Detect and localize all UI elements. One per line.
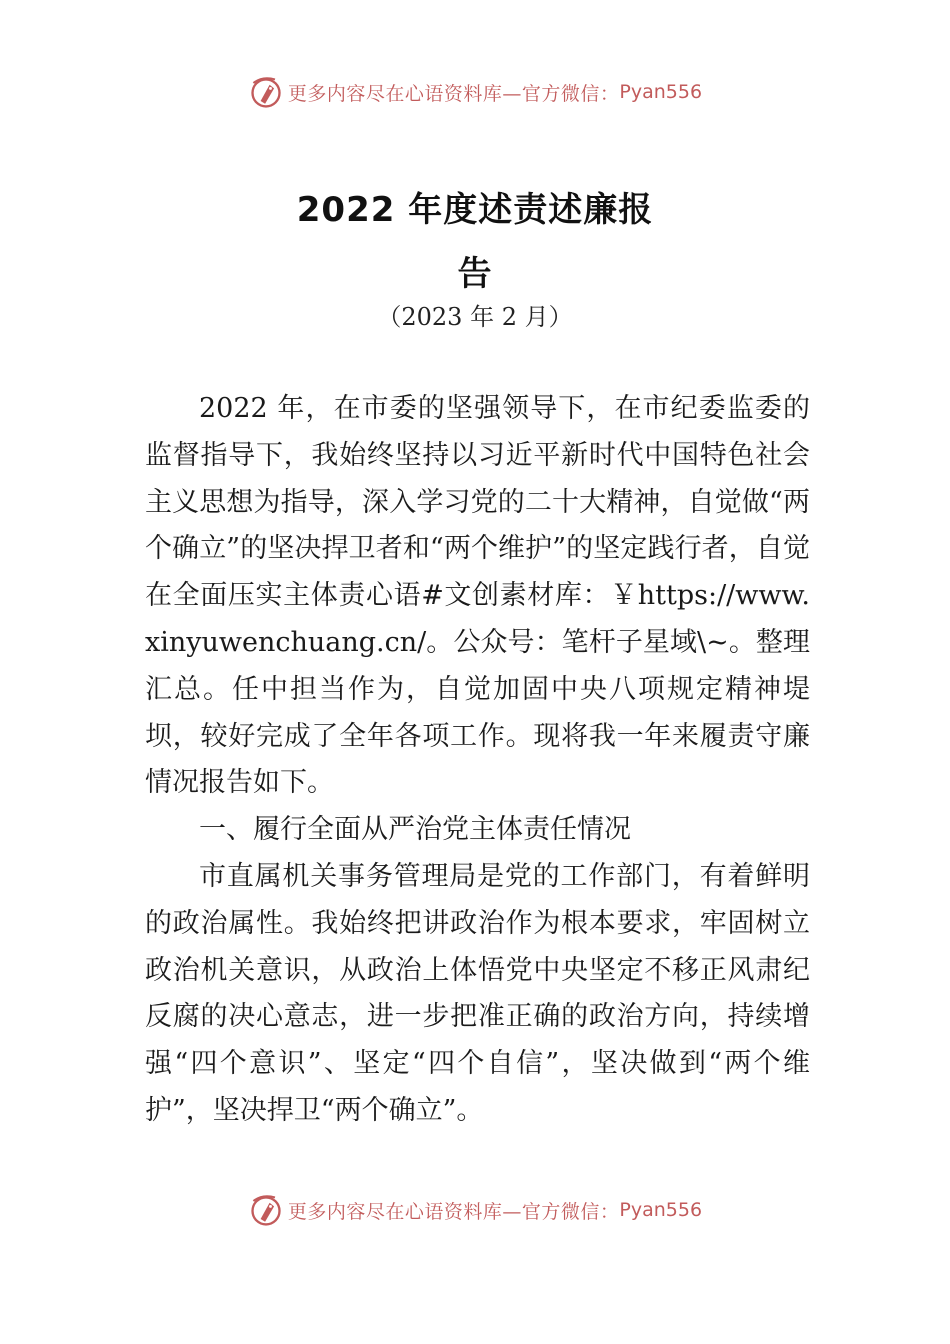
header-banner xyxy=(0,72,950,112)
paragraph-intro: 2022 年，在市委的坚强领导下，在市纪委监委的监督指导下，我始终坚持以习近平新时代中国特色社会主义思想为指导，深入学习党的二十大精神，自觉做“两个确立”的坚决捍卫者和“两个维护”的坚定践行者，自觉在全面压实主体责心语#文创素材库：￥https://www.xinyuwenchuang.cn/。公众号：笔杆子星域\~。整理汇总。任中担当作为，自觉加固中央八项规定精神堤坝，较好完成了全年各项工作。现将我一年来履责守廉情况报告如下。 xyxy=(145,393,810,799)
paragraph-section-1: 市直属机关事务管理局是党的工作部门，有着鲜明的政治属性。我始终把讲政治作为根本要求，牢固树立政治机关意识，从政治上体悟党中央坚定不移正风肃纪反腐的决心意志，进一步把准正确的政治方向，持续增强“四个意识”、坚定“四个自信”，坚决做到“两个维护”，坚决捍卫“两个确立”。 xyxy=(145,860,810,1126)
document-date: （2023 年 2 月） xyxy=(377,303,573,331)
banner-wechat-id: Pyan556 xyxy=(619,81,703,103)
banner-wechat-id: Pyan556 xyxy=(619,1199,703,1221)
pen-nib-circle-logo-icon xyxy=(248,74,284,110)
banner-text: 更多内容尽在心语资料库—官方微信： xyxy=(287,82,620,105)
document-title-line1: 2022 年度述责述廉报 xyxy=(296,190,654,230)
banner-text: 更多内容尽在心语资料库—官方微信： xyxy=(287,1200,620,1223)
document-body xyxy=(145,386,810,1135)
document-title-line2: 告 xyxy=(457,254,493,294)
pen-nib-circle-logo-icon xyxy=(248,1192,284,1228)
footer-banner xyxy=(0,1190,950,1230)
section-heading-1: 一、履行全面从严治党主体责任情况 xyxy=(199,814,631,846)
